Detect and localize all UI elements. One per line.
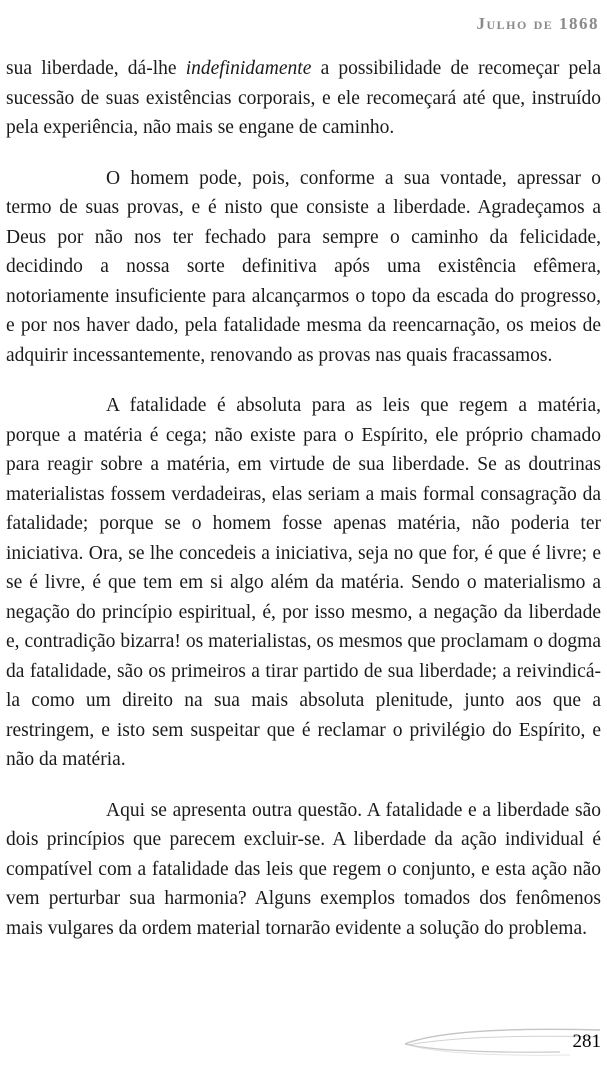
text-segment: O homem pode, pois, conforme a sua vontade, apressar o termo de suas provas, e é nisto que consiste a liberdade. Agradeçamos a Deus por não nos ter fechado para sempre o caminho da felicidade, decidindo a nossa sorte definitiva após uma existência efêmera, notoriamente insuficiente para alcançarmos o topo da escada do progresso, e por nos haver dado, pela fatalidade mesma da reencarnação, os meios de adquirir incessantemente, renovando as provas nas quais fracassamos. bbox=[6, 167, 601, 366]
text-segment: Aqui se apresenta outra questão. A fatalidade e a liberdade são dois princípios que parecem excluir-se. A liberdade da ação individual é compatível com a fatalidade das leis que regem o conjunto, e esta ação não vem perturbar sua harmonia? Alguns exemplos tomados dos fenômenos mais vulgares da ordem material tornarão evidente a solução do problema. bbox=[6, 799, 601, 939]
page-footer bbox=[0, 1020, 607, 1067]
page-number: 281 bbox=[572, 1031, 601, 1052]
paragraph bbox=[6, 164, 601, 371]
paragraph bbox=[6, 391, 601, 775]
page-body bbox=[6, 54, 601, 943]
text-segment: A fatalidade é absoluta para as leis que regem a matéria, porque a matéria é cega; não existe para o Espírito, ele próprio chamado para reagir sobre a matéria, em virtude de sua liberdade. Se as doutrinas materialistas fossem verdadeiras, elas seriam a mais formal consagração da fatalidade; porque se o homem fosse apenas matéria, não poderia ter iniciativa. Ora, se lhe concedeis a iniciativa, seja no que for, é que é livre; e se é livre, é que tem em si algo além da matéria. Sendo o materialismo a negação do princípio espiritual, é, por isso mesmo, a negação da liberdade e, contradição bizarra! os materialistas, os mesmos que proclamam o dogma da fatalidade, são os primeiros a tirar partido de sua liberdade; a reivindicá-la como um direito na sua mais absoluta plenitude, junto aos que a restringem, e isto sem suspeitar que é reclamar o privilégio do Espírito, e não da matéria. bbox=[6, 395, 601, 770]
paragraph bbox=[6, 796, 601, 944]
paragraph bbox=[6, 54, 601, 143]
swoosh-ornament-icon bbox=[0, 1020, 607, 1067]
running-header: Julho de 1868 bbox=[476, 14, 599, 33]
text-segment: sua liberdade, dá-lhe bbox=[6, 58, 186, 79]
emphasized-text: indefinidamente bbox=[185, 58, 312, 79]
text-segment: a possibilidade de recomeçar pela sucessão de suas existências corporais, e ele recomeçará até que, instruído pela experiência, não mais se engane de caminho. bbox=[6, 58, 601, 138]
